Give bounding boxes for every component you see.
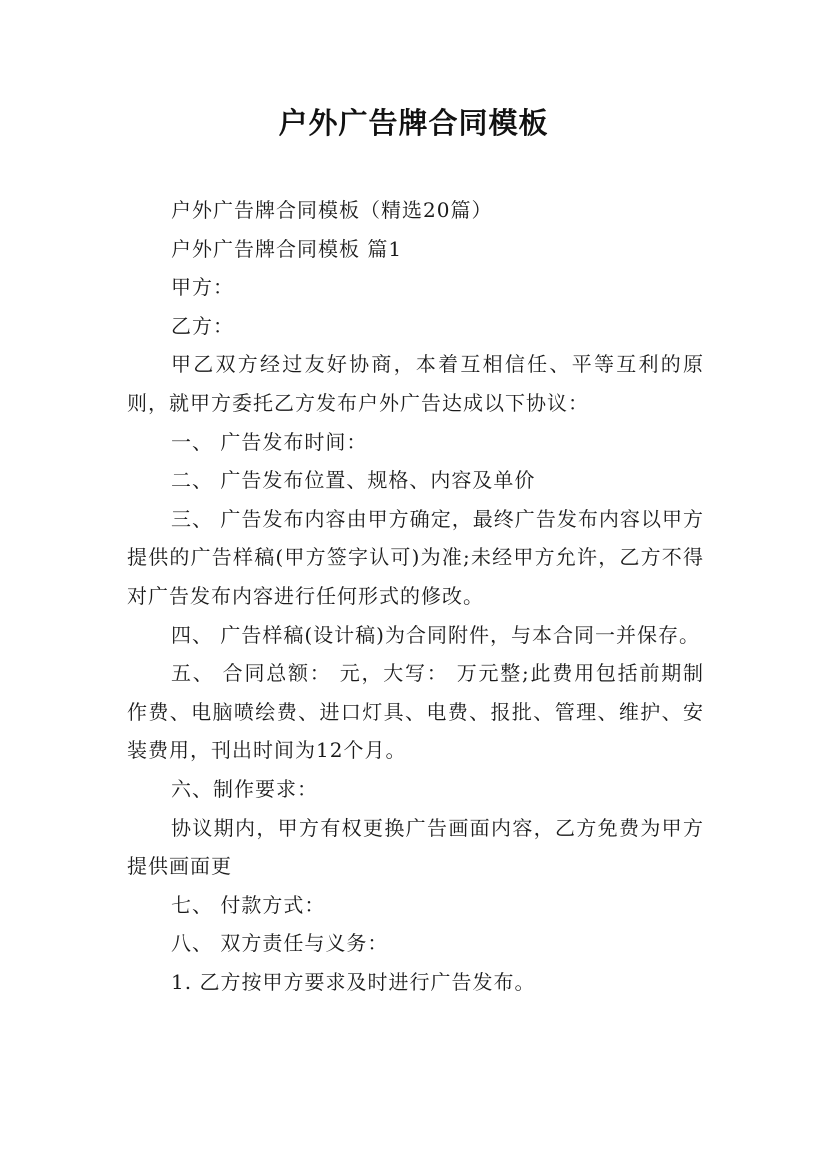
paragraph-section-heading: 户外广告牌合同模板 篇1: [171, 236, 403, 261]
clause-8-item-1: 1. 乙方按甲方要求及时进行广告发布。: [171, 969, 536, 994]
document-body: [127, 191, 704, 1001]
clause-2: 二、 广告发布位置、规格、内容及单价: [171, 468, 536, 493]
paragraph-party-a: 甲方：: [171, 275, 234, 300]
clause-5: 五、 合同总额： 元，大写： 万元整;此费用包括前期制作费、电脑喷绘费、进口灯具、电费、报批、管理、维护、安装费用，刊出时间为12个月。: [127, 661, 704, 763]
clause-3: 三、 广告发布内容由甲方确定，最终广告发布内容以甲方提供的广告样稿(甲方签字认可)为准;未经甲方允许，乙方不得对广告发布内容进行任何形式的修改。: [127, 506, 704, 608]
clause-8: 八、 双方责任与义务：: [171, 931, 389, 956]
paragraph-subtitle: 户外广告牌合同模板（精选20篇）: [171, 198, 493, 222]
paragraph-preamble: 甲乙双方经过友好协商，本着互相信任、平等互利的原则，就甲方委托乙方发布户外广告达成以下协议：: [127, 352, 704, 415]
document-title: 户外广告牌合同模板: [278, 106, 549, 140]
clause-6-detail: 协议期内，甲方有权更换广告画面内容，乙方免费为甲方提供画面更: [127, 815, 704, 879]
paragraph-party-b: 乙方：: [171, 313, 234, 338]
clause-6: 六、制作要求：: [171, 776, 318, 801]
clause-1: 一、 广告发布时间：: [171, 429, 368, 454]
clause-4: 四、 广告样稿(设计稿)为合同附件，与本合同一并保存。: [171, 622, 700, 647]
clause-7: 七、 付款方式：: [171, 892, 326, 917]
